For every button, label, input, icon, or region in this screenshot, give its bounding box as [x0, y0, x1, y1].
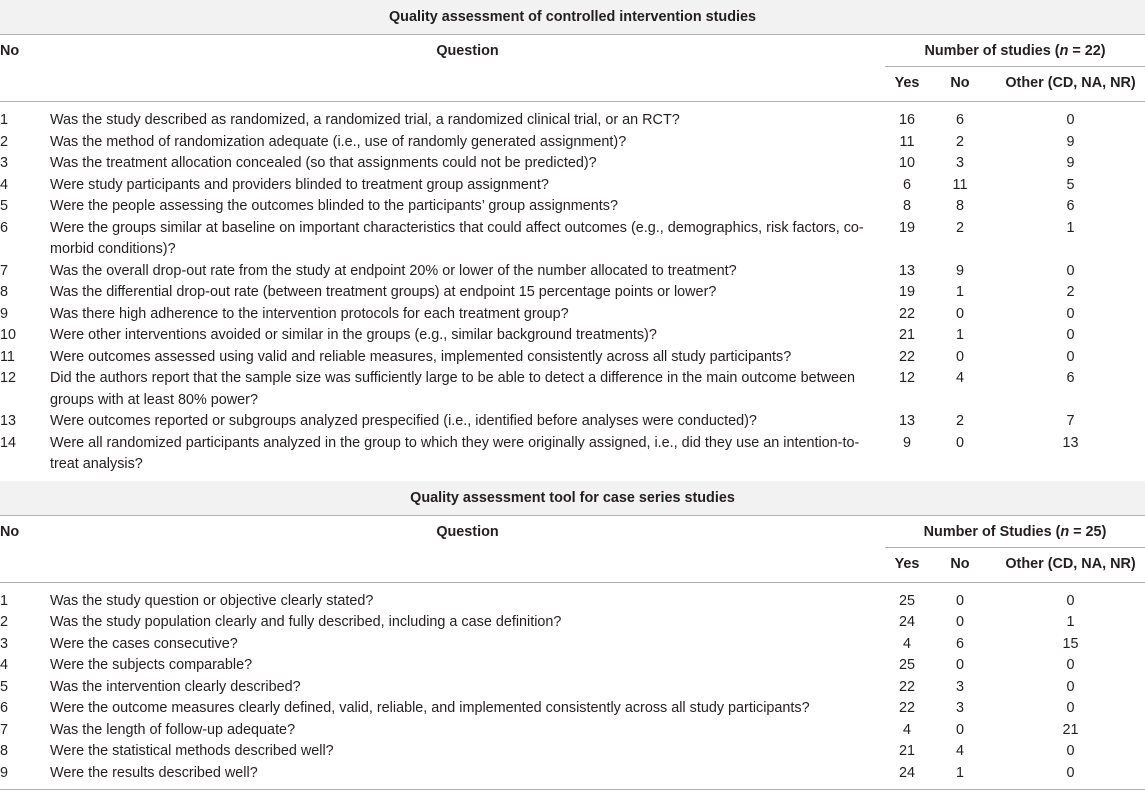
table-row	[0, 433, 1145, 476]
row-number: 1	[0, 110, 8, 132]
question-text: Was the overall drop-out rate from the study at endpoint 20% or lower of the number allocated to treatment?	[50, 261, 885, 283]
other-count: 0	[996, 347, 1145, 369]
question-text: Were the outcome measures clearly defined, valid, reliable, and implemented consistently across all study participants?	[50, 698, 885, 720]
row-number: 5	[0, 196, 8, 218]
yes-count: 22	[885, 304, 929, 326]
other-count: 13	[996, 433, 1145, 455]
no-count: 8	[938, 196, 982, 218]
table-row	[0, 655, 1145, 677]
row-number: 3	[0, 634, 8, 656]
yes-count: 22	[885, 698, 929, 720]
other-count: 0	[996, 110, 1145, 132]
no-count: 4	[938, 741, 982, 763]
yes-count: 24	[885, 612, 929, 634]
table-row	[0, 741, 1145, 763]
other-count: 0	[996, 698, 1145, 720]
header-divider	[885, 66, 1145, 67]
no-count: 6	[938, 634, 982, 656]
question-column-header: Question	[50, 524, 885, 540]
no-count: 0	[938, 591, 982, 613]
table-row	[0, 196, 1145, 218]
other-count: 0	[996, 591, 1145, 613]
table-row	[0, 153, 1145, 175]
other-count: 9	[996, 153, 1145, 175]
question-column-header: Question	[50, 43, 885, 59]
yes-count: 19	[885, 218, 929, 240]
question-text: Was the length of follow-up adequate?	[50, 720, 885, 742]
table-row	[0, 720, 1145, 742]
no-count: 11	[938, 175, 982, 197]
no-count: 9	[938, 261, 982, 283]
other-count: 0	[996, 677, 1145, 699]
yes-count: 8	[885, 196, 929, 218]
table-row	[0, 411, 1145, 433]
row-number: 4	[0, 175, 8, 197]
table-row	[0, 304, 1145, 326]
other-count: 15	[996, 634, 1145, 656]
no-count: 3	[938, 677, 982, 699]
table-row	[0, 110, 1145, 132]
section-title: Quality assessment of controlled intervention studies	[0, 0, 1145, 35]
table-row	[0, 175, 1145, 197]
yes-count: 13	[885, 411, 929, 433]
row-number: 7	[0, 261, 8, 283]
no-count: 0	[938, 655, 982, 677]
other-count: 6	[996, 196, 1145, 218]
table-row	[0, 132, 1145, 154]
table-row	[0, 368, 1145, 411]
row-number: 14	[0, 433, 16, 455]
other-count: 2	[996, 282, 1145, 304]
table-row	[0, 612, 1145, 634]
section-title: Quality assessment tool for case series studies	[0, 481, 1145, 516]
row-number: 12	[0, 368, 16, 390]
other-count: 1	[996, 612, 1145, 634]
yes-count: 22	[885, 677, 929, 699]
no-count: 1	[938, 282, 982, 304]
row-number: 6	[0, 218, 8, 240]
question-text: Were outcomes reported or subgroups analyzed prespecified (i.e., identified before analyses were conducted)?	[50, 411, 885, 433]
no-answer-column-header: No	[938, 556, 982, 572]
other-count: 1	[996, 218, 1145, 240]
no-count: 3	[938, 698, 982, 720]
yes-count: 10	[885, 153, 929, 175]
table-row	[0, 347, 1145, 369]
row-number: 8	[0, 282, 8, 304]
question-text: Were the people assessing the outcomes blinded to the participants’ group assignments?	[50, 196, 885, 218]
table-row	[0, 591, 1145, 613]
section-case-series	[0, 481, 1145, 790]
table-row	[0, 218, 1145, 261]
other-count: 9	[996, 132, 1145, 154]
table-header	[0, 35, 1145, 102]
question-text: Were the subjects comparable?	[50, 655, 885, 677]
yes-count: 13	[885, 261, 929, 283]
no-count: 0	[938, 433, 982, 455]
question-text: Were outcomes assessed using valid and reliable measures, implemented consistently across all study participants?	[50, 347, 885, 369]
no-count: 0	[938, 720, 982, 742]
row-number: 5	[0, 677, 8, 699]
table-row	[0, 261, 1145, 283]
question-text: Was there high adherence to the intervention protocols for each treatment group?	[50, 304, 885, 326]
number-of-studies-header: Number of studies (n = 22)	[885, 43, 1145, 59]
yes-count: 4	[885, 720, 929, 742]
row-number: 1	[0, 591, 8, 613]
yes-count: 25	[885, 655, 929, 677]
row-number: 7	[0, 720, 8, 742]
no-count: 6	[938, 110, 982, 132]
no-count: 2	[938, 411, 982, 433]
other-count: 0	[996, 325, 1145, 347]
no-count: 0	[938, 304, 982, 326]
yes-count: 22	[885, 347, 929, 369]
question-text: Was the intervention clearly described?	[50, 677, 885, 699]
no-count: 0	[938, 347, 982, 369]
question-text: Did the authors report that the sample size was sufficiently large to be able to detect a difference in the main outcome between groups with at least 80% power?	[50, 368, 885, 411]
yes-column-header: Yes	[885, 75, 929, 91]
no-count: 0	[938, 612, 982, 634]
other-count: 7	[996, 411, 1145, 433]
other-column-header: Other (CD, NA, NR)	[996, 556, 1145, 572]
question-text: Were the results described well?	[50, 763, 885, 785]
table-body	[0, 583, 1145, 790]
other-count: 21	[996, 720, 1145, 742]
yes-count: 4	[885, 634, 929, 656]
row-number: 4	[0, 655, 8, 677]
no-count: 3	[938, 153, 982, 175]
row-number: 9	[0, 304, 8, 326]
question-text: Was the differential drop-out rate (between treatment groups) at endpoint 15 percentage points or lower?	[50, 282, 885, 304]
yes-count: 6	[885, 175, 929, 197]
other-count: 0	[996, 741, 1145, 763]
question-text: Were all randomized participants analyzed in the group to which they were originally assigned, i.e., did they use an intention-to-treat analysis?	[50, 433, 885, 476]
yes-count: 21	[885, 741, 929, 763]
question-text: Was the treatment allocation concealed (so that assignments could not be predicted)?	[50, 153, 885, 175]
yes-count: 16	[885, 110, 929, 132]
yes-count: 9	[885, 433, 929, 455]
question-text: Were other interventions avoided or similar in the groups (e.g., similar background treatments)?	[50, 325, 885, 347]
question-text: Was the study population clearly and fully described, including a case definition?	[50, 612, 885, 634]
row-number: 2	[0, 132, 8, 154]
question-text: Were study participants and providers blinded to treatment group assignment?	[50, 175, 885, 197]
question-text: Were the groups similar at baseline on important characteristics that could affect outcomes (e.g., demographics, risk factors, co-morbid conditions)?	[50, 218, 885, 261]
question-text: Was the method of randomization adequate (i.e., use of randomly generated assignment)?	[50, 132, 885, 154]
other-count: 5	[996, 175, 1145, 197]
other-column-header: Other (CD, NA, NR)	[996, 75, 1145, 91]
table-body	[0, 102, 1145, 481]
table-row	[0, 677, 1145, 699]
row-number: 6	[0, 698, 8, 720]
yes-count: 11	[885, 132, 929, 154]
no-column-header: No	[0, 524, 19, 540]
yes-count: 24	[885, 763, 929, 785]
table-header	[0, 516, 1145, 583]
no-count: 4	[938, 368, 982, 390]
other-count: 0	[996, 261, 1145, 283]
other-count: 6	[996, 368, 1145, 390]
row-number: 13	[0, 411, 16, 433]
no-count: 1	[938, 763, 982, 785]
other-count: 0	[996, 304, 1145, 326]
no-count: 2	[938, 132, 982, 154]
yes-count: 25	[885, 591, 929, 613]
row-number: 9	[0, 763, 8, 785]
question-text: Was the study question or objective clearly stated?	[50, 591, 885, 613]
no-answer-column-header: No	[938, 75, 982, 91]
row-number: 11	[0, 347, 15, 369]
table-row	[0, 325, 1145, 347]
header-divider	[885, 547, 1145, 548]
other-count: 0	[996, 655, 1145, 677]
other-count: 0	[996, 763, 1145, 785]
question-text: Were the statistical methods described well?	[50, 741, 885, 763]
row-number: 10	[0, 325, 16, 347]
no-count: 1	[938, 325, 982, 347]
table-row	[0, 763, 1145, 785]
question-text: Were the cases consecutive?	[50, 634, 885, 656]
number-of-studies-header: Number of Studies (n = 25)	[885, 524, 1145, 540]
yes-count: 21	[885, 325, 929, 347]
no-column-header: No	[0, 43, 19, 59]
yes-count: 12	[885, 368, 929, 390]
row-number: 2	[0, 612, 8, 634]
row-number: 3	[0, 153, 8, 175]
table-row	[0, 698, 1145, 720]
row-number: 8	[0, 741, 8, 763]
yes-column-header: Yes	[885, 556, 929, 572]
table-row	[0, 634, 1145, 656]
no-count: 2	[938, 218, 982, 240]
yes-count: 19	[885, 282, 929, 304]
table-row	[0, 282, 1145, 304]
question-text: Was the study described as randomized, a randomized trial, a randomized clinical trial, or an RCT?	[50, 110, 885, 132]
